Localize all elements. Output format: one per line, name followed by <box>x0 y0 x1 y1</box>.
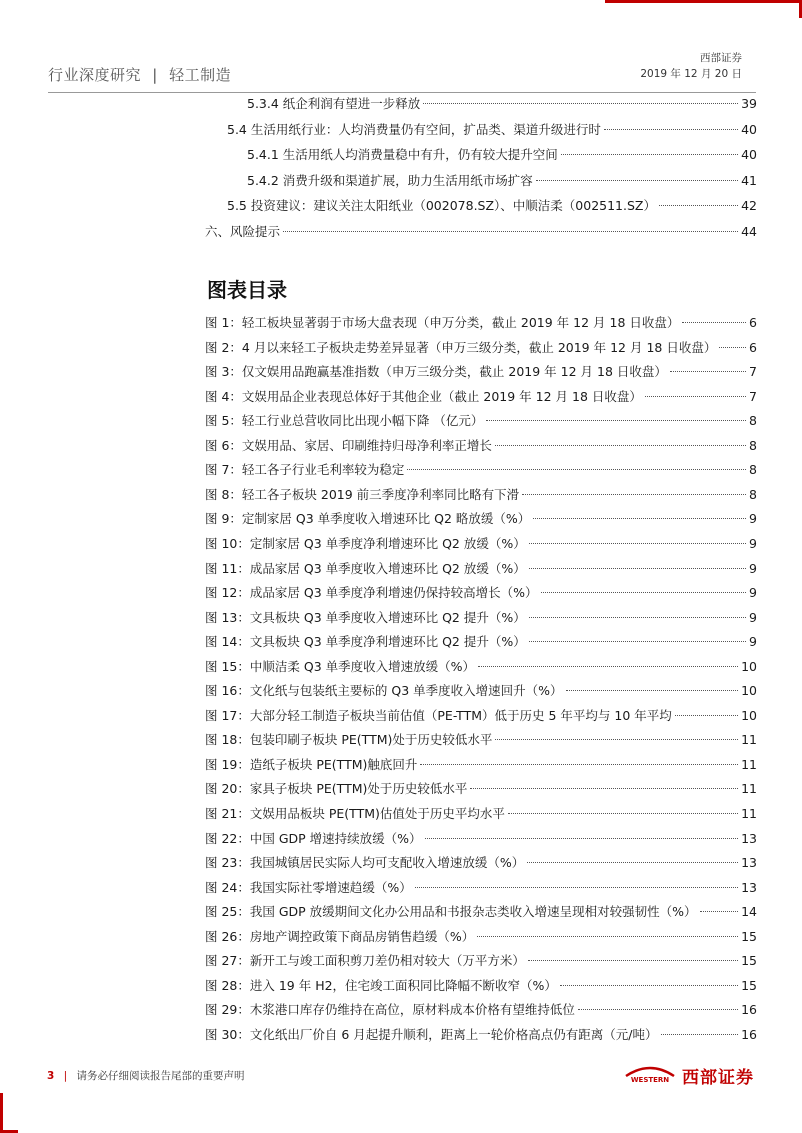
toc-entry[interactable] <box>205 171 757 191</box>
figure-entry[interactable] <box>205 338 757 358</box>
figure-entry-page: 16 <box>741 1026 757 1042</box>
figure-entry-label: 图 10：定制家居 Q3 单季度净利增速环比 Q2 放缓（%） <box>205 535 526 551</box>
figure-entry-leader <box>528 960 738 961</box>
figure-entry-label: 图 21：文娱用品板块 PE(TTM)估值处于历史平均水平 <box>205 806 505 821</box>
logo-small-text: WESTERN <box>630 1076 670 1084</box>
figure-entry-leader <box>661 1034 739 1035</box>
figure-entry-leader <box>477 936 738 937</box>
toc-entry-page: 39 <box>741 96 757 111</box>
header-date: 2019 年 12 月 20 日 <box>640 68 742 80</box>
figure-entry-page: 8 <box>749 413 757 429</box>
figure-entry-label: 图 15：中顺洁柔 Q3 单季度收入增速放缓（%） <box>205 658 475 674</box>
figure-entry-label: 图 7：轻工各子行业毛利率较为稳定 <box>205 462 405 478</box>
toc-entry-leader <box>423 103 738 104</box>
toc-entry-leader <box>561 154 738 155</box>
figure-entry-label: 图 28：进入 19 年 H2，住宅竣工面积同比降幅不断收窄（%） <box>205 977 557 993</box>
toc-entry[interactable] <box>205 120 757 140</box>
toc-entry[interactable] <box>205 94 757 114</box>
toc-entry-page: 41 <box>741 172 757 188</box>
figure-entry-page: 8 <box>749 486 757 502</box>
figure-entry-page: 6 <box>749 339 757 355</box>
toc-entry[interactable] <box>205 145 757 165</box>
figure-entry-page: 9 <box>749 585 757 601</box>
figure-entry[interactable] <box>205 411 757 431</box>
figure-entry-leader <box>478 666 738 667</box>
figure-entry-page: 11 <box>741 732 757 748</box>
figure-entry-label: 图 18：包装印刷子板块 PE(TTM)处于历史较低水平 <box>205 732 493 748</box>
figure-entry[interactable] <box>205 362 757 382</box>
figure-entry-leader <box>425 838 739 839</box>
figure-entry-label: 图 4：文娱用品企业表现总体好于其他企业（截止 2019 年 12 月 18 日收盘） <box>205 388 642 404</box>
figure-entry-label: 图 22：中国 GDP 增速持续放缓（%） <box>205 830 422 846</box>
figure-entry[interactable] <box>205 485 757 505</box>
toc-entry-page: 42 <box>741 198 757 214</box>
figure-entry[interactable] <box>205 951 757 971</box>
figure-entry[interactable] <box>205 853 757 873</box>
firm-logo <box>624 1062 754 1088</box>
figure-entry-leader <box>719 347 746 348</box>
figure-entry-label: 图 11：成品家居 Q3 单季度收入增速环比 Q2 放缓（%） <box>205 560 526 576</box>
figure-entry-leader <box>407 469 746 470</box>
figure-entry-page: 13 <box>741 830 757 846</box>
figure-entry-page: 10 <box>741 658 757 674</box>
figure-entry-page: 9 <box>749 511 757 527</box>
figure-entry[interactable] <box>205 829 757 849</box>
figures-heading: 图表目录 <box>207 278 287 302</box>
figure-entry-page: 9 <box>749 560 757 576</box>
figure-entry[interactable] <box>205 387 757 407</box>
toc-entry[interactable] <box>205 196 757 216</box>
figure-entry-page: 7 <box>749 364 757 380</box>
figure-entry[interactable] <box>205 313 757 333</box>
figure-entry-page: 14 <box>741 904 757 920</box>
header-industry-label: 轻工制造 <box>169 66 232 84</box>
figure-entry-page: 6 <box>749 315 757 330</box>
figure-entry[interactable] <box>205 976 757 996</box>
figure-entry-leader <box>415 887 738 888</box>
figure-entry[interactable] <box>205 927 757 947</box>
figure-entry-leader <box>670 371 746 372</box>
figure-entry-label: 图 23：我国城镇居民实际人均可支配收入增速放缓（%） <box>205 855 525 871</box>
figure-entry-leader <box>522 494 746 495</box>
figure-entry-label: 图 17：大部分轻工制造子板块当前估值（PE-TTM）低于历史 5 年平均与 10 年平均 <box>205 707 672 723</box>
figure-entry[interactable] <box>205 559 757 579</box>
toc-entry-leader <box>536 180 738 181</box>
figure-entry-label: 图 8：轻工各子板块 2019 前三季度净利率同比略有下滑 <box>205 486 520 502</box>
figure-entry-label: 图 16：文化纸与包装纸主要标的 Q3 单季度收入增速回升（%） <box>205 683 563 699</box>
figure-entry-label: 图 6：文娱用品、家居、印刷维持归母净利率正增长 <box>205 437 492 453</box>
figure-entry-label: 图 30：文化纸出厂价自 6 月起提升顺利，距离上一轮价格高点仍有距离（元/吨） <box>205 1026 658 1042</box>
toc-entry-label: 5.4.1 生活用纸人均消费量稳中有升，仍有较大提升空间 <box>247 147 558 163</box>
figure-entry[interactable] <box>205 583 757 603</box>
figure-entry-label: 图 25：我国 GDP 放缓期间文化办公用品和书报杂志类收入增速呈现相对较强韧性（%） <box>205 904 697 920</box>
figure-entry-page: 9 <box>749 609 757 625</box>
figure-entry-label: 图 20：家具子板块 PE(TTM)处于历史较低水平 <box>205 781 468 797</box>
toc-entry-leader <box>659 205 738 206</box>
header-firm: 西部证券 <box>700 52 742 64</box>
figure-entry-label: 图 3：仅文娱用品跑赢基准指数（申万三级分类，截止 2019 年 12 月 18 日收盘） <box>205 364 667 380</box>
figure-entry-label: 图 29：木浆港口库存仍维持在高位，原材料成本价格有望维持低位 <box>205 1002 575 1018</box>
figure-entry-leader <box>566 690 739 691</box>
footer-divider: | <box>63 1070 68 1082</box>
figure-entry-page: 13 <box>741 855 757 871</box>
figure-entry-leader <box>470 788 738 789</box>
figure-entry-page: 15 <box>741 928 757 944</box>
figure-entry-leader <box>533 518 746 519</box>
toc-entry-label: 六、风险提示 <box>205 224 281 239</box>
figure-entry-page: 8 <box>749 462 757 478</box>
figure-entry-leader <box>682 322 746 323</box>
figure-entry-label: 图 27：新开工与竣工面积剪刀差仍相对较大（万平方米） <box>205 953 525 969</box>
figure-entry-leader <box>529 641 746 642</box>
figure-entry-leader <box>541 592 747 593</box>
figure-entry[interactable] <box>205 779 757 799</box>
toc-entry-label: 5.4.2 消费升级和渠道扩展，助力生活用纸市场扩容 <box>247 172 533 188</box>
figure-entry-leader <box>560 985 738 986</box>
figure-entry-page: 10 <box>741 683 757 699</box>
figure-entry[interactable] <box>205 608 757 628</box>
header-category-label: 行业深度研究 <box>48 66 142 84</box>
figure-entry-page: 10 <box>741 707 757 723</box>
figure-entry-page: 7 <box>749 388 757 404</box>
figure-entry[interactable] <box>205 755 757 775</box>
page-corner-decoration <box>605 0 802 18</box>
figure-entry[interactable] <box>205 509 757 529</box>
figure-entry-page: 11 <box>741 781 757 797</box>
figure-entry-label: 图 24：我国实际社零增速趋缓（%） <box>205 879 412 895</box>
figure-entry[interactable] <box>205 902 757 922</box>
figure-entry-page: 15 <box>741 953 757 969</box>
toc-entry-page: 40 <box>741 121 757 137</box>
toc-entry-leader <box>283 231 738 232</box>
figure-entry-label: 图 12：成品家居 Q3 单季度净利增速仍保持较高增长（%） <box>205 585 538 601</box>
figure-entry[interactable] <box>205 657 757 677</box>
figure-entry-leader <box>645 396 746 397</box>
figure-entry-leader <box>700 911 739 912</box>
figure-entry-label: 图 2：4 月以来轻工子板块走势差异显著（申万三级分类，截止 2019 年 12 月 18 日收盘） <box>205 339 717 355</box>
figure-entry-label: 图 5：轻工行业总营收同比出现小幅下降 （亿元） <box>205 413 484 429</box>
figure-entry[interactable] <box>205 534 757 554</box>
figure-entry[interactable] <box>205 706 757 726</box>
figure-entry-label: 图 26：房地产调控政策下商品房销售趋缓（%） <box>205 928 475 944</box>
toc-entry-label: 5.4 生活用纸行业：人均消费量仍有空间，扩品类、渠道升级进行时 <box>227 121 601 137</box>
figure-entry-leader <box>529 568 746 569</box>
footer <box>47 1068 245 1083</box>
header-divider: | <box>152 66 158 84</box>
figure-entry-leader <box>495 739 738 740</box>
figure-entry-leader <box>578 1009 738 1010</box>
figure-entry-leader <box>495 445 746 446</box>
footer-disclaimer: 请务必仔细阅读报告尾部的重要声明 <box>76 1070 245 1082</box>
figure-entry-page: 8 <box>749 437 757 453</box>
header-rule <box>48 92 756 93</box>
figure-entry[interactable] <box>205 878 757 898</box>
figure-entry-leader <box>527 862 738 863</box>
figure-entry-label: 图 1：轻工板块显著弱于市场大盘表现（申万分类，截止 2019 年 12 月 18 日收盘） <box>205 315 680 330</box>
logo-mark-icon <box>624 1062 676 1088</box>
figure-entry-page: 9 <box>749 535 757 551</box>
figure-entry-label: 图 13：文具板块 Q3 单季度收入增速环比 Q2 提升（%） <box>205 609 526 625</box>
figure-entry-page: 11 <box>741 756 757 772</box>
figure-entry-label: 图 19：造纸子板块 PE(TTM)触底回升 <box>205 756 418 772</box>
toc-entry-page: 44 <box>741 224 757 239</box>
toc-entry-label: 5.5 投资建议：建议关注太阳纸业（002078.SZ）、中顺洁柔（002511.SZ） <box>227 198 656 214</box>
page-number: 3 <box>47 1070 55 1082</box>
logo-text: 西部证券 <box>682 1067 754 1088</box>
figure-entry[interactable] <box>205 681 757 701</box>
figure-entry-page: 11 <box>741 806 757 821</box>
figure-entry-leader <box>675 715 738 716</box>
figure-entry[interactable] <box>205 1000 757 1020</box>
figure-entry-leader <box>529 617 746 618</box>
figure-entry-page: 15 <box>741 977 757 993</box>
toc-entry-page: 40 <box>741 147 757 163</box>
figure-entry[interactable] <box>205 460 757 480</box>
figure-entry-page: 16 <box>741 1002 757 1018</box>
figure-entry[interactable] <box>205 804 757 824</box>
figure-entry[interactable] <box>205 632 757 652</box>
figure-entry[interactable] <box>205 1025 757 1045</box>
figure-entry[interactable] <box>205 436 757 456</box>
header-meta <box>640 50 742 82</box>
figure-entry-label: 图 9：定制家居 Q3 单季度收入增速环比 Q2 略放缓（%） <box>205 511 531 527</box>
figure-entry-leader <box>420 764 738 765</box>
figure-entry-leader <box>486 420 746 421</box>
header-category <box>48 64 231 85</box>
figure-entry-page: 9 <box>749 634 757 650</box>
page-corner-decoration <box>0 1093 18 1133</box>
toc-entry-leader <box>604 129 738 130</box>
figure-entry-leader <box>529 543 746 544</box>
figure-entry-label: 图 14：文具板块 Q3 单季度净利增速环比 Q2 提升（%） <box>205 634 526 650</box>
toc-entry-label: 5.3.4 纸企利润有望进一步释放 <box>247 96 421 111</box>
figure-entry[interactable] <box>205 730 757 750</box>
toc-entry[interactable] <box>205 222 757 242</box>
figure-entry-leader <box>508 813 738 814</box>
figure-entry-page: 13 <box>741 879 757 895</box>
